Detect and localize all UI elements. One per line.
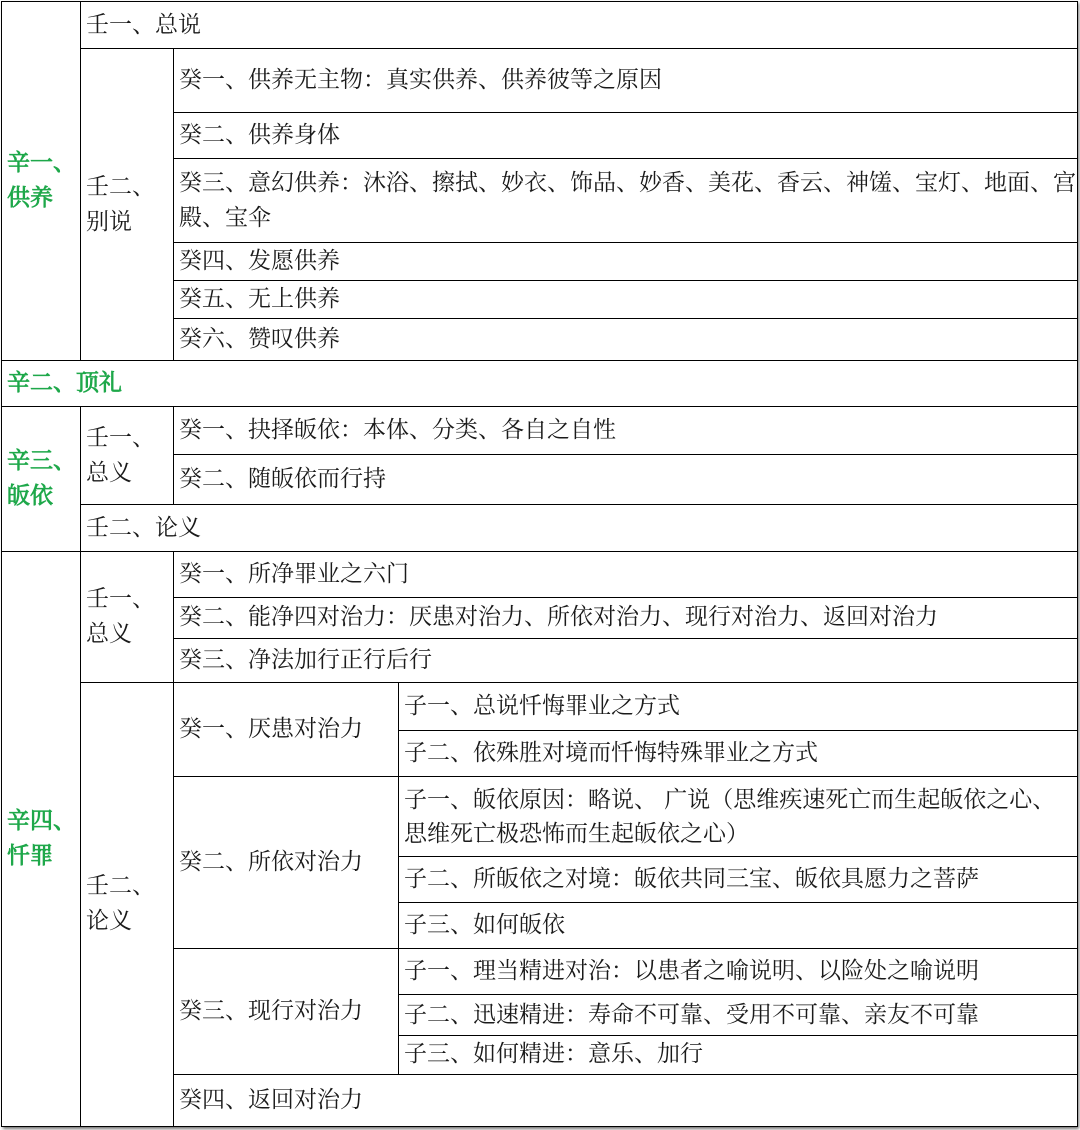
xin3-ren2: 壬二、论义 (81, 505, 1078, 552)
xin4-ren1-gui3: 癸三、净法加行正行后行 (174, 638, 1078, 682)
xin4-ren2: 壬二、论义 (81, 682, 174, 1126)
xin4-ren2-gui1-zi1: 子一、总说忏悔罪业之方式 (399, 682, 1078, 730)
section-xin2-label: 辛二、顶礼 (2, 360, 1078, 406)
xin1-gui5: 癸五、无上供养 (174, 280, 1078, 318)
xin3-gui1: 癸一、抉择皈依：本体、分类、各自之自性 (174, 407, 1078, 455)
section-xin1-label: 辛一、供养 (2, 2, 81, 361)
xin4-ren2-gui1-zi2: 子二、依殊胜对境而忏悔特殊罪业之方式 (399, 730, 1078, 776)
xin3-ren1: 壬一、总义 (81, 407, 174, 505)
xin4-ren2-gui3-zi1: 子一、理当精进对治：以患者之喻说明、以险处之喻说明 (399, 949, 1078, 995)
xin4-ren2-gui3-zi2: 子二、迅速精进：寿命不可靠、受用不可靠、亲友不可靠 (399, 995, 1078, 1035)
xin4-ren2-gui3-zi3: 子三、如何精进：意乐、加行 (399, 1035, 1078, 1074)
xin4-ren2-gui3: 癸三、现行对治力 (174, 949, 399, 1074)
xin4-ren2-gui2-zi1: 子一、皈依原因：略说、 广说（思维疾速死亡而生起皈依之心、思维死亡极恐怖而生起皈依之心） (399, 776, 1078, 856)
xin3-gui2: 癸二、随皈依而行持 (174, 455, 1078, 505)
xin4-ren2-gui1: 癸一、厌患对治力 (174, 682, 399, 776)
xin4-ren1-gui2: 癸二、能净四对治力：厌患对治力、所依对治力、现行对治力、返回对治力 (174, 597, 1078, 638)
xin1-ren2: 壬二、别说 (81, 49, 174, 361)
xin1-gui3: 癸三、意幻供养：沐浴、擦拭、妙衣、饰品、妙香、美花、香云、神馐、宝灯、地面、宫殿、宝伞 (174, 159, 1078, 242)
xin4-ren1: 壬一、总义 (81, 552, 174, 682)
xin4-ren2-gui4: 癸四、返回对治力 (174, 1074, 1078, 1126)
outline-table (1, 1, 1078, 1127)
section-xin3-label: 辛三、皈依 (2, 407, 81, 552)
xin4-ren2-gui2-zi3: 子三、如何皈依 (399, 903, 1078, 949)
xin1-gui4: 癸四、发愿供养 (174, 242, 1078, 280)
xin1-ren1: 壬一、总说 (81, 2, 1078, 49)
xin1-gui6: 癸六、赞叹供养 (174, 318, 1078, 360)
xin4-ren2-gui2-zi2: 子二、所皈依之对境：皈依共同三宝、皈依具愿力之菩萨 (399, 857, 1078, 903)
outline-frame (1, 1, 1077, 1127)
section-xin4-label: 辛四、忏罪 (2, 552, 81, 1127)
xin4-ren1-gui1: 癸一、所净罪业之六门 (174, 552, 1078, 597)
xin1-gui2: 癸二、供养身体 (174, 113, 1078, 159)
xin4-ren2-gui2: 癸二、所依对治力 (174, 776, 399, 948)
xin1-gui1: 癸一、供养无主物：真实供养、供养彼等之原因 (174, 49, 1078, 113)
